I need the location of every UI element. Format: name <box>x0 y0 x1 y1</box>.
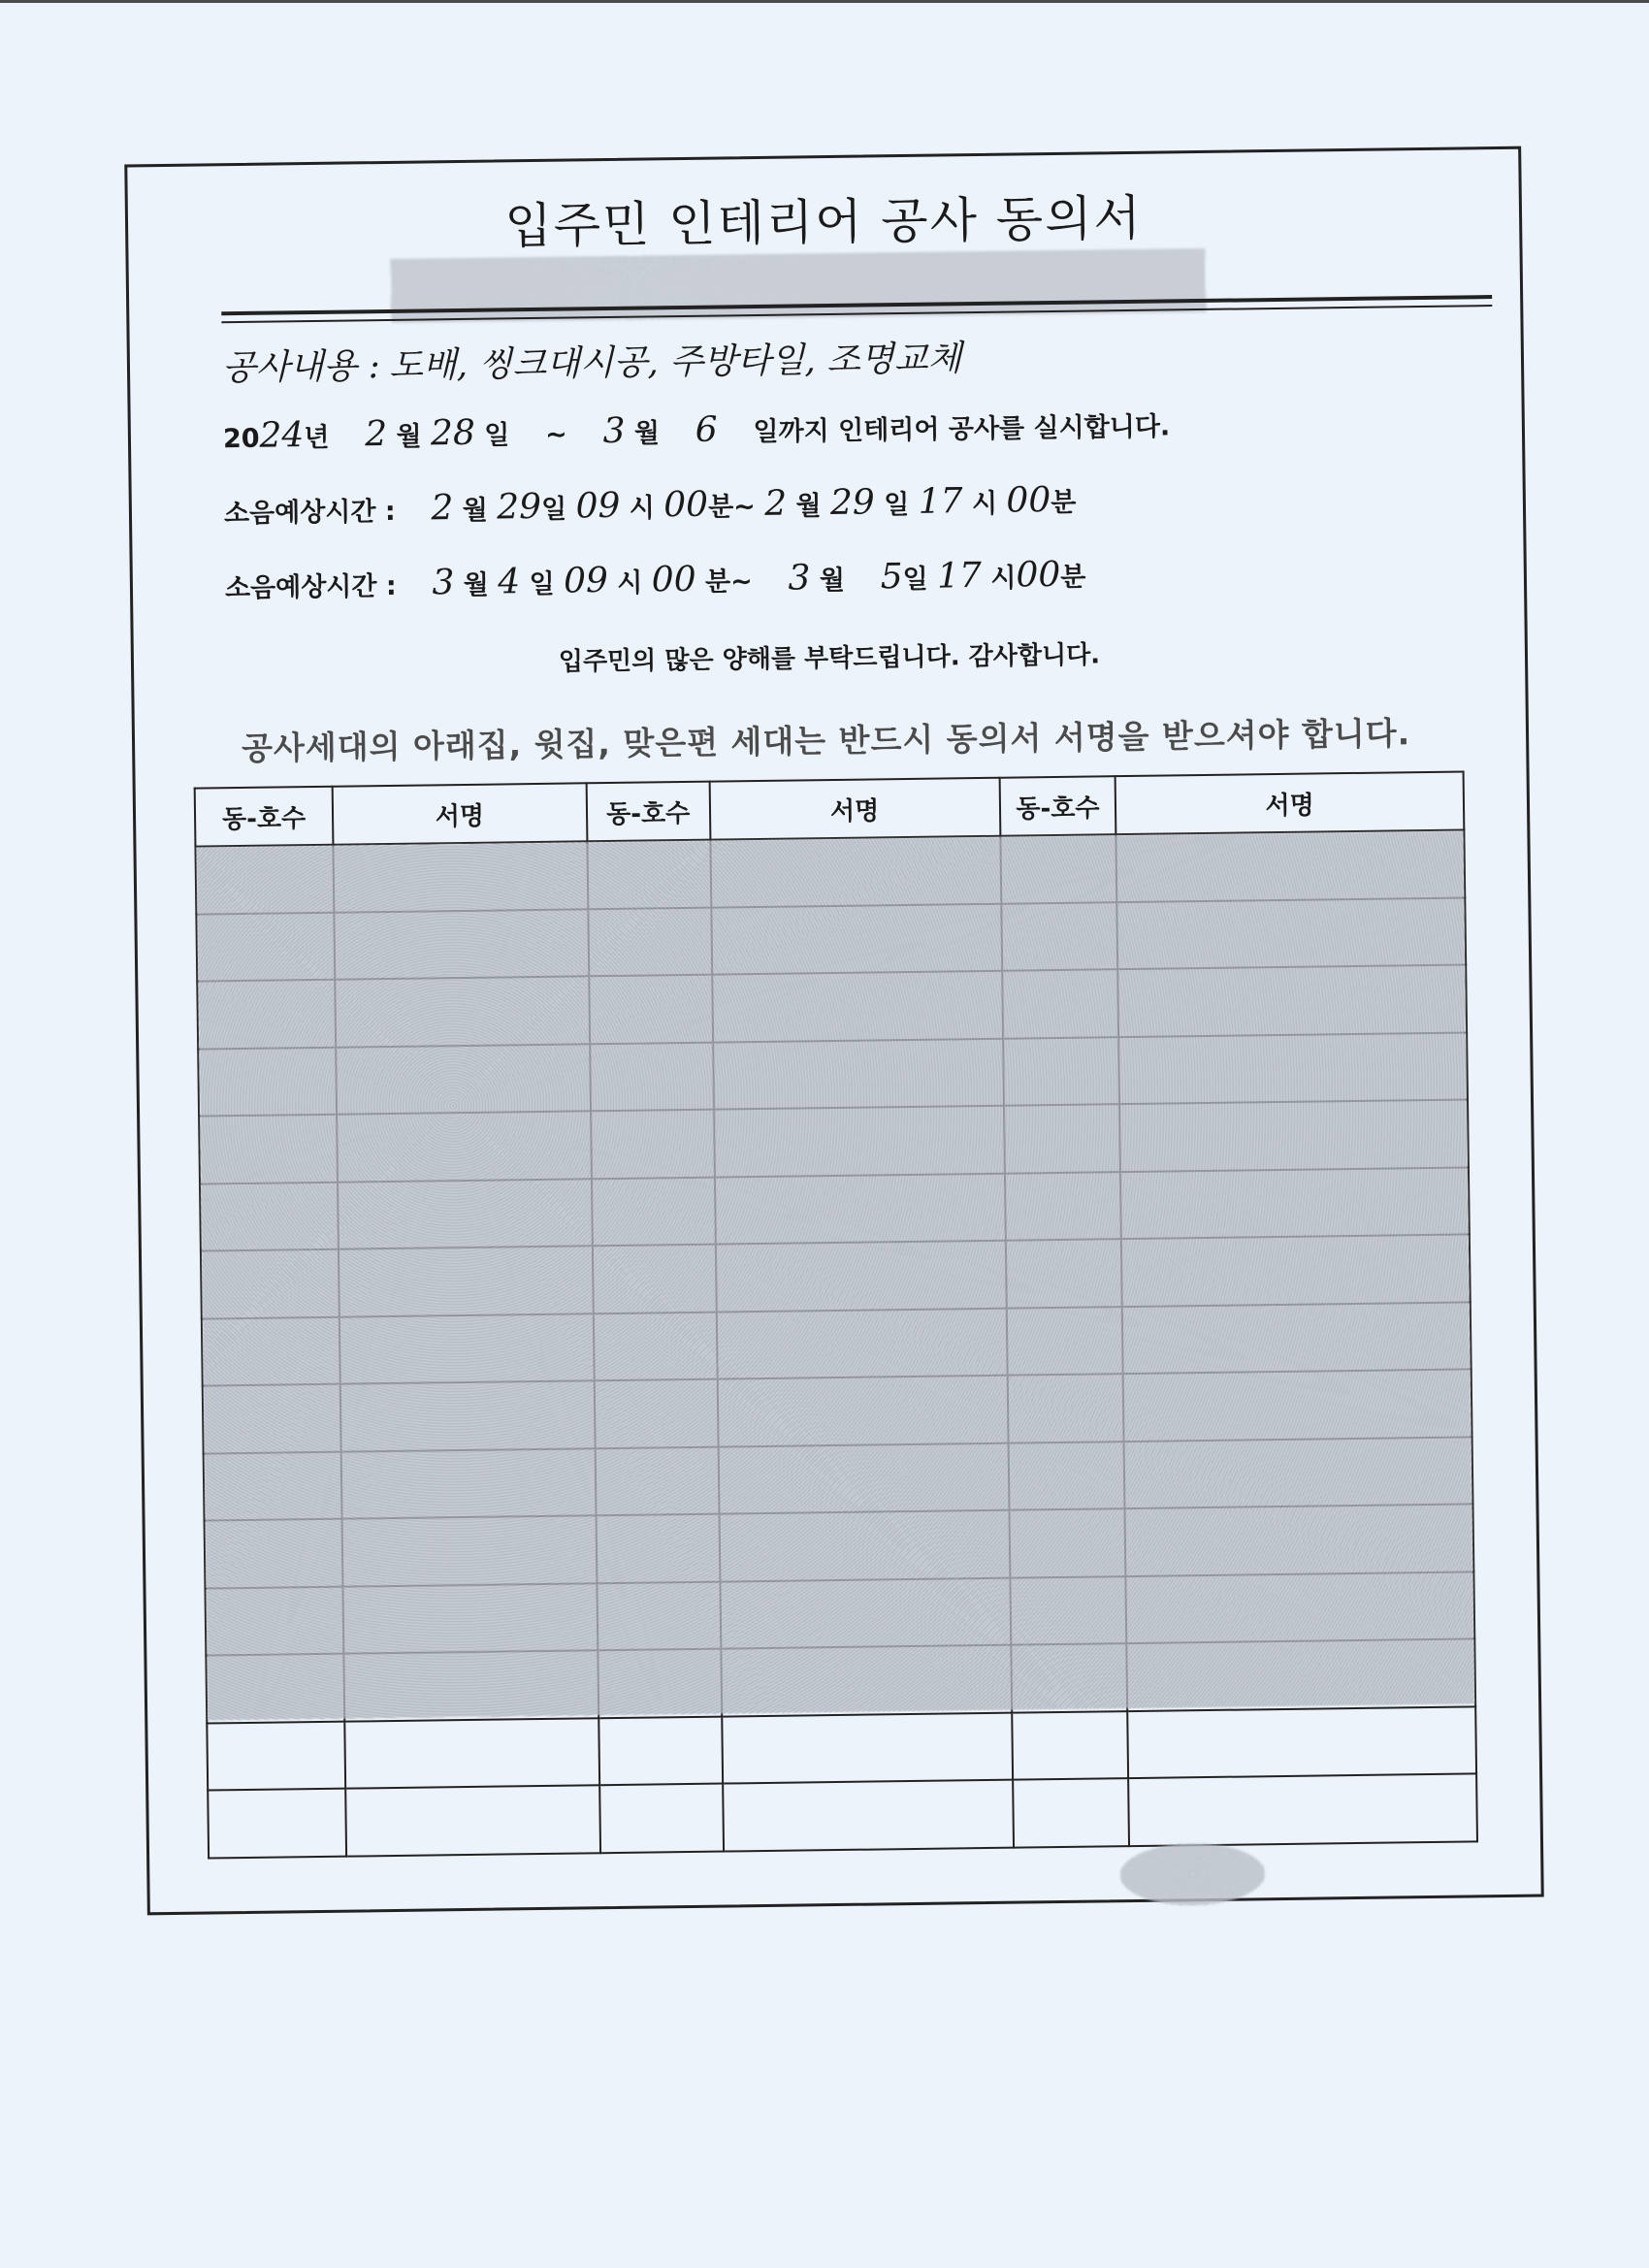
unit-range: ~ <box>729 567 753 598</box>
start-month: 2 <box>364 413 388 455</box>
noise2-day1: 4 <box>497 562 521 602</box>
day-label: 일 <box>484 420 510 451</box>
noise2-month2: 3 <box>788 558 811 599</box>
unit-hour: 시 <box>990 563 1017 594</box>
noise1-day2: 29 <box>829 482 876 524</box>
range-tilde: ~ <box>544 419 567 450</box>
unit-hour: 시 <box>617 567 643 599</box>
noise2-hour1: 09 <box>563 561 609 601</box>
unit-range: ~ <box>732 492 757 523</box>
noise-line-1 <box>224 480 1077 531</box>
notice-text: 입주민의 많은 양해를 부탁드립니다. 감사합니다. <box>558 640 1101 677</box>
year-hand: 24 <box>259 415 305 456</box>
scan-edge <box>0 0 1649 3</box>
noise1-hour2: 17 <box>918 481 963 522</box>
column-header: 서명 <box>333 783 587 844</box>
page-title: 입주민 인테리어 공사 동의서 <box>504 189 1144 255</box>
column-header: 서명 <box>1116 771 1465 834</box>
warning-text: 공사세대의 아래집, 윗집, 맞은편 세대는 반드시 동의서 서명을 받으셔야 합니다. <box>241 714 1411 767</box>
column-header: 동-호수 <box>586 782 710 842</box>
work-content: 도배, 씽크대시공, 주방타일, 조명교체 <box>388 339 962 386</box>
period-suffix: 일까지 인테리어 공사를 실시합니다. <box>753 411 1171 448</box>
noise1-month1: 2 <box>431 488 454 529</box>
column-header: 동-호수 <box>999 776 1116 836</box>
noise1-min1: 00 <box>663 484 709 526</box>
noise1-min2: 00 <box>1006 480 1051 521</box>
noise1-hour1: 09 <box>575 485 621 527</box>
unit-month: 월 <box>463 569 490 600</box>
end-day: 6 <box>695 409 718 450</box>
unit-minute: 분 <box>704 567 731 598</box>
noise2-hour2: 17 <box>936 555 983 597</box>
unit-hour: 시 <box>629 493 656 524</box>
unit-day: 일 <box>884 489 910 521</box>
unit-minute: 분 <box>1060 562 1086 593</box>
work-label: 공사내용 : <box>221 346 380 389</box>
work-content-line <box>222 331 962 390</box>
year-prefix: 20 <box>222 423 260 455</box>
year-suffix: 년 <box>304 422 330 454</box>
unit-month: 월 <box>795 491 822 522</box>
column-header: 동-호수 <box>195 787 334 847</box>
noise1-month2: 2 <box>763 483 788 524</box>
noise2-day2: 5 <box>880 557 903 598</box>
noise2-min1: 00 <box>651 559 696 600</box>
noise1-day1: 29 <box>496 486 542 528</box>
noise-label: 소음예상시간 : <box>223 496 396 530</box>
unit-day: 일 <box>529 568 555 600</box>
consent-form <box>124 146 1544 1916</box>
unit-minute: 분 <box>707 492 734 523</box>
unit-minute: 분 <box>1051 487 1077 519</box>
redacted-signatures <box>196 830 1474 1720</box>
unit-day: 일 <box>902 564 928 596</box>
period-line <box>223 404 1171 456</box>
unit-hour: 시 <box>971 488 998 520</box>
noise-label: 소음예상시간 : <box>224 570 397 604</box>
unit-month: 월 <box>819 565 846 597</box>
month-label: 월 <box>396 421 422 452</box>
start-day: 28 <box>430 412 476 454</box>
redacted-stamp <box>1119 1842 1266 1906</box>
noise2-month1: 3 <box>432 563 455 603</box>
month-label: 월 <box>633 418 661 449</box>
unit-day: 일 <box>540 494 567 525</box>
end-month: 3 <box>602 410 626 452</box>
unit-month: 월 <box>462 495 489 526</box>
column-header: 서명 <box>709 778 1000 840</box>
noise-line-2 <box>225 555 1086 606</box>
noise2-min2: 00 <box>1016 554 1061 596</box>
